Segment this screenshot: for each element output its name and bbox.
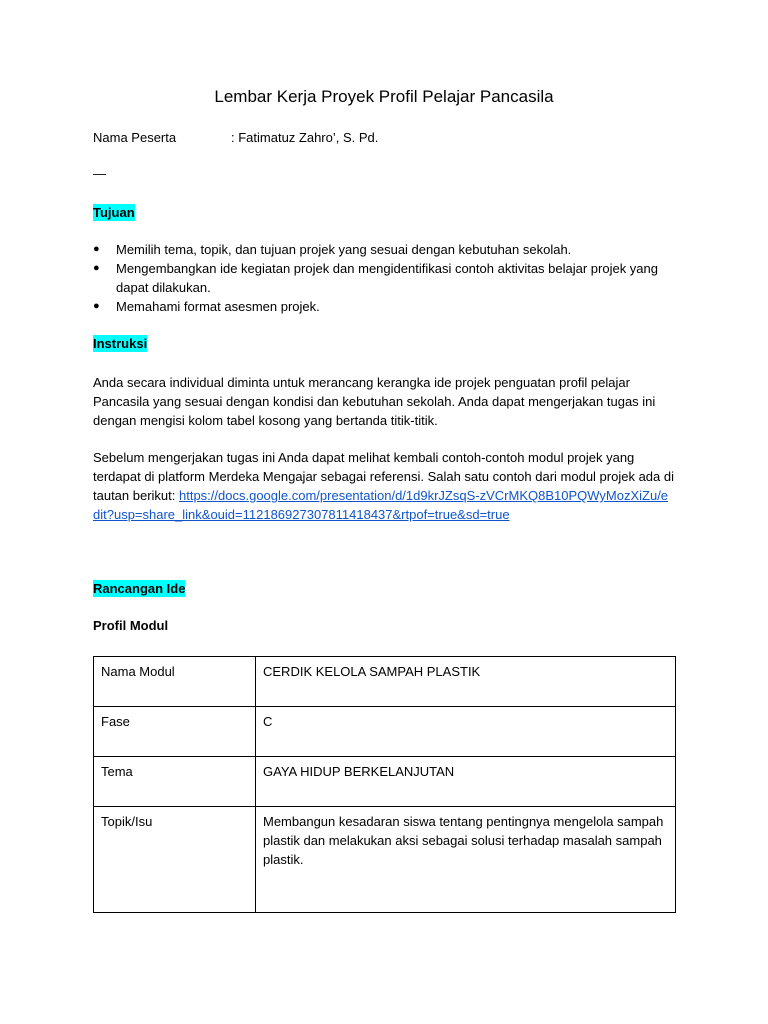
table-cell-label: Topik/Isu — [94, 807, 256, 913]
instruksi-paragraph-1: Anda secara individual diminta untuk merancang kerangka ide projek penguatan profil pelajar Pancasila yang sesuai dengan kondisi dan kebutuhan sekolah. Anda dapat mengerjakan tugas ini dengan mengisi kolom tabel kosong yang bertanda titik-titik. — [93, 375, 656, 428]
table-cell-label: Nama Modul — [94, 657, 256, 707]
module-example-link[interactable]: https://docs.google.com/presentation/d/1d9krJZsqS-zVCrMKQ8B10PQWyMozXiZu/edit?usp=share_link&ouid=112186927307811418437&rtpof=true&sd=true — [93, 488, 669, 522]
list-item-text: Memilih tema, topik, dan tujuan projek yang sesuai dengan kebutuhan sekolah. — [116, 242, 572, 257]
heading-tujuan: Tujuan — [93, 205, 135, 220]
table-cell-label: Fase — [94, 707, 256, 757]
instruksi-paragraph-2-text: Sebelum mengerjakan tugas ini Anda dapat melihat kembali contoh-contoh modul projek yang terdapat di platform Merdeka Mengajar sebagai referensi. Salah satu contoh dari modul projek ada di tautan berikut: — [93, 450, 675, 503]
heading-instruksi: Instruksi — [93, 336, 148, 351]
list-item — [93, 259, 675, 297]
profil-modul-table — [93, 656, 676, 913]
table-row — [94, 707, 676, 757]
heading-rancangan-ide: Rancangan Ide — [93, 581, 186, 596]
table-row — [94, 757, 676, 807]
table-row — [94, 807, 676, 913]
table-row — [94, 657, 676, 707]
document-title: Lembar Kerja Proyek Profil Pelajar Pancasila — [214, 87, 554, 106]
list-item — [93, 240, 675, 259]
table-cell-value: CERDIK KELOLA SAMPAH PLASTIK — [256, 657, 676, 707]
bullet-icon: ● — [93, 262, 100, 274]
instruksi-paragraph-2 — [93, 448, 675, 524]
table-cell-label: Tema — [94, 757, 256, 807]
list-item — [93, 297, 675, 316]
tujuan-list — [93, 240, 675, 316]
participant-label: Nama Peserta — [93, 130, 177, 145]
bullet-icon: ● — [93, 243, 100, 255]
table-cell-value: GAYA HIDUP BERKELANJUTAN — [256, 757, 676, 807]
separator-dash: — — [93, 166, 106, 181]
table-cell-value: C — [256, 707, 676, 757]
table-cell-value: Membangun kesadaran siswa tentang pentingnya mengelola sampah plastik dan melakukan aksi sebagai solusi terhadap masalah sampah plastik. — [256, 807, 676, 913]
list-item-text: Memahami format asesmen projek. — [116, 299, 320, 314]
list-item-text: Mengembangkan ide kegiatan projek dan mengidentifikasi contoh aktivitas belajar projek yang dapat dilakukan. — [116, 261, 659, 295]
bullet-icon: ● — [93, 300, 100, 312]
participant-value: : Fatimatuz Zahro’, S. Pd. — [231, 130, 379, 145]
subheading-profil-modul: Profil Modul — [93, 618, 169, 633]
